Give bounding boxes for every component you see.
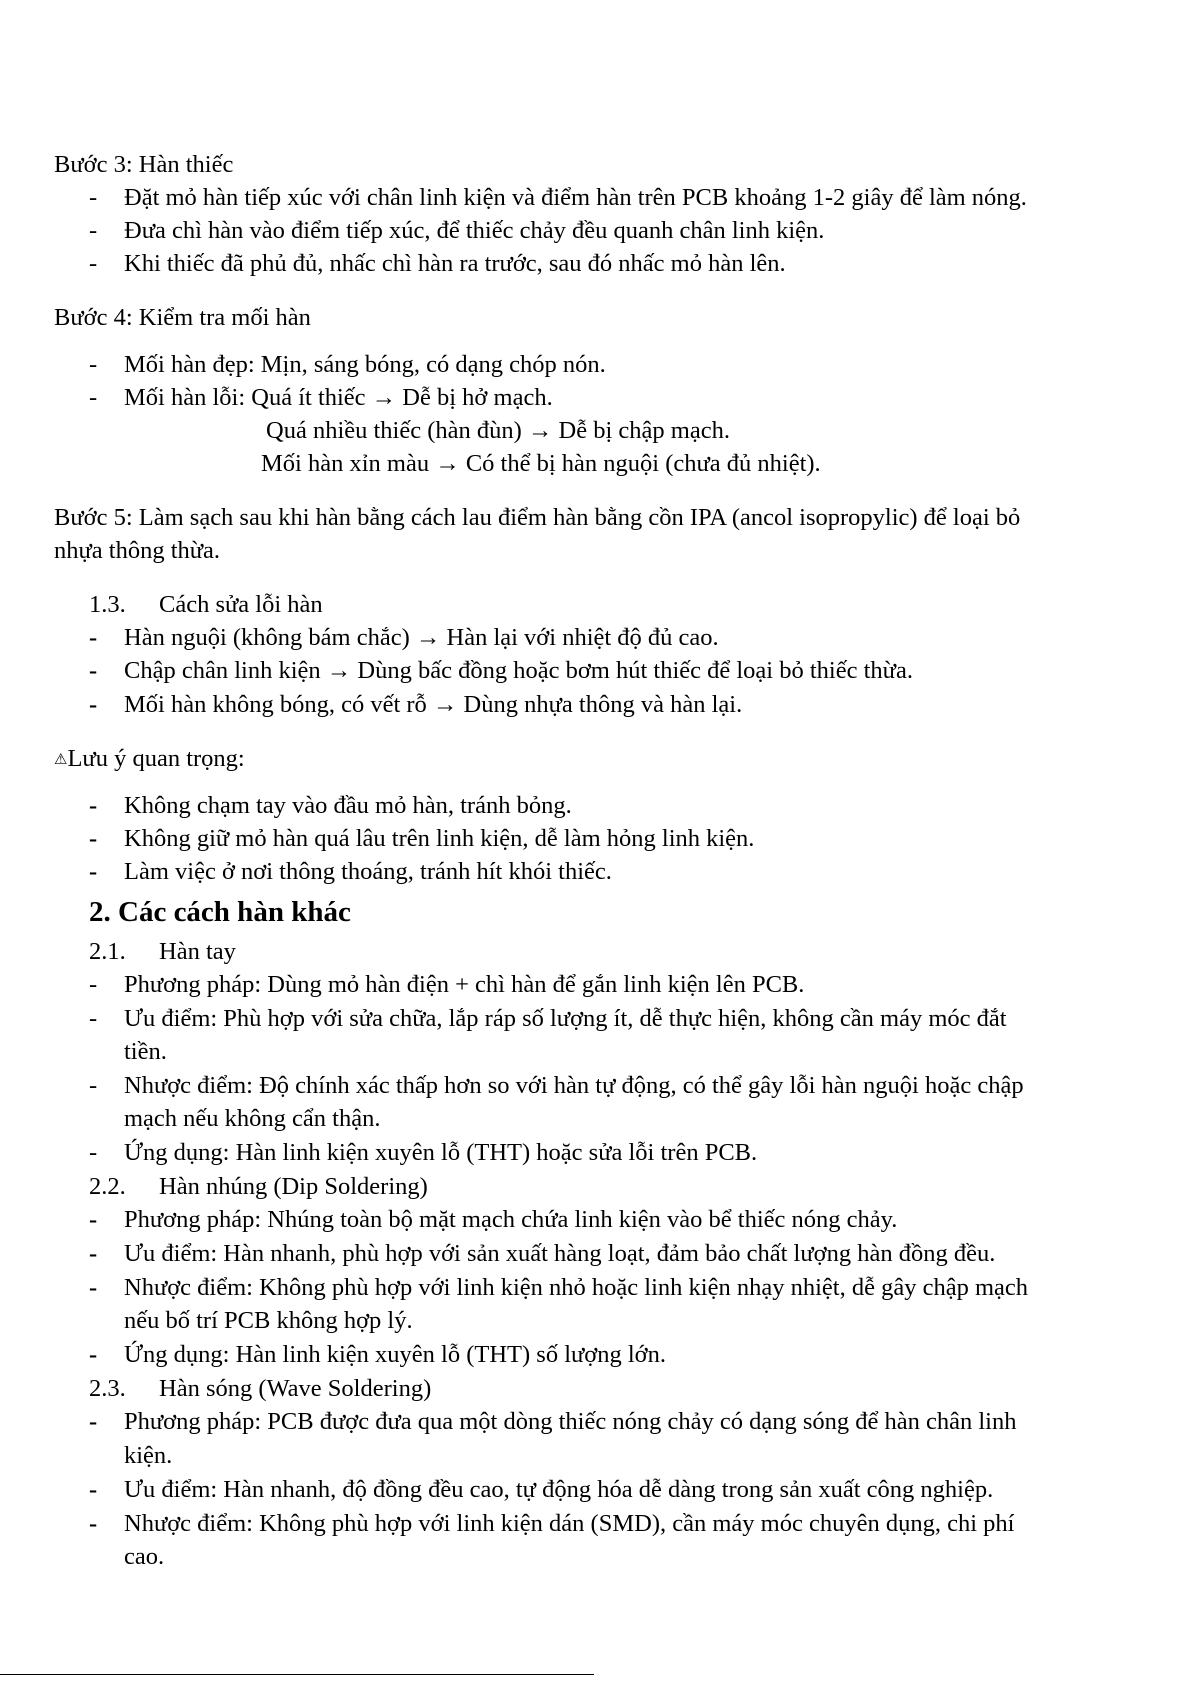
list-item: Không chạm tay vào đầu mỏ hàn, tránh bỏng.	[124, 792, 572, 819]
bullet-dash: -	[89, 1510, 98, 1537]
list-item: Làm việc ở nơi thông thoáng, tránh hít khói thiếc.	[124, 858, 612, 885]
list-item: Không giữ mỏ hàn quá lâu trên linh kiện, dễ làm hỏng linh kiện.	[124, 825, 755, 852]
bullet-dash: -	[89, 1240, 98, 1267]
step4-heading: Bước 4: Kiểm tra mối hàn	[54, 304, 311, 331]
list-item: Nhược điểm: Không phù hợp với linh kiện dán (SMD), cần máy móc chuyên dụng, chi phí	[124, 1510, 1015, 1537]
warning-icon: ⚠	[54, 752, 68, 768]
list-item: Ứng dụng: Hàn linh kiện xuyên lỗ (THT) hoặc sửa lỗi trên PCB.	[124, 1139, 758, 1166]
list-item: Ứng dụng: Hàn linh kiện xuyên lỗ (THT) số lượng lớn.	[124, 1341, 667, 1368]
section-1-3-number: 1.3.	[89, 591, 126, 618]
list-item: Ưu điểm: Hàn nhanh, độ đồng đều cao, tự động hóa dễ dàng trong sản xuất công nghiệp.	[124, 1476, 994, 1503]
list-item-continuation: Quá nhiều thiếc (hàn đùn) → Dễ bị chập mạch.	[266, 417, 730, 444]
section-2-3-title: Hàn sóng (Wave Soldering)	[159, 1375, 432, 1402]
list-item: Mối hàn không bóng, có vết rỗ → Dùng nhựa thông và hàn lại.	[124, 691, 743, 718]
list-item: Phương pháp: Dùng mỏ hàn điện + chì hàn để gắn linh kiện lên PCB.	[124, 971, 805, 998]
bullet-dash: -	[89, 1476, 98, 1503]
list-item: Đặt mỏ hàn tiếp xúc với chân linh kiện và điểm hàn trên PCB khoảng 1-2 giây để làm nóng.	[124, 184, 1027, 211]
list-item: Hàn nguội (không bám chắc) → Hàn lại với nhiệt độ đủ cao.	[124, 624, 719, 651]
list-item-continuation: mạch nếu không cẩn thận.	[124, 1105, 381, 1132]
section-2-3-number: 2.3.	[89, 1375, 126, 1402]
list-item: Đưa chì hàn vào điểm tiếp xúc, để thiếc chảy đều quanh chân linh kiện.	[124, 217, 825, 244]
step5-line-2: nhựa thông thừa.	[54, 537, 221, 564]
bullet-dash: -	[89, 657, 98, 684]
bullet-dash: -	[89, 351, 98, 378]
section-2-1-title: Hàn tay	[159, 938, 236, 965]
note-title: Lưu ý quan trọng:	[67, 745, 245, 772]
note-heading	[54, 747, 245, 772]
step5-line-1: Bước 5: Làm sạch sau khi hàn bằng cách lau điểm hàn bằng cồn IPA (ancol isopropylic) để loại bỏ	[54, 504, 1021, 531]
bullet-dash: -	[89, 691, 98, 718]
list-item: Ưu điểm: Hàn nhanh, phù hợp với sản xuất hàng loạt, đảm bảo chất lượng hàn đồng đều.	[124, 1240, 996, 1267]
section-2-2-title: Hàn nhúng (Dip Soldering)	[159, 1173, 428, 1200]
list-item-continuation: cao.	[124, 1543, 165, 1570]
list-item-continuation: tiền.	[124, 1038, 167, 1065]
bullet-dash: -	[89, 1072, 98, 1099]
list-item: Phương pháp: Nhúng toàn bộ mặt mạch chứa linh kiện vào bể thiếc nóng chảy.	[124, 1206, 898, 1233]
bullet-dash: -	[89, 825, 98, 852]
section-2-heading: 2. Các cách hàn khác	[89, 896, 351, 928]
bullet-dash: -	[89, 217, 98, 244]
footnote-divider	[0, 1674, 594, 1675]
bullet-dash: -	[89, 184, 98, 211]
bullet-dash: -	[89, 250, 98, 277]
bullet-dash: -	[89, 1408, 98, 1435]
section-1-3-title: Cách sửa lỗi hàn	[159, 591, 323, 618]
list-item-continuation: Mối hàn xỉn màu → Có thể bị hàn nguội (chưa đủ nhiệt).	[261, 450, 821, 477]
list-item: Phương pháp: PCB được đưa qua một dòng thiếc nóng chảy có dạng sóng để hàn chân linh	[124, 1408, 1017, 1435]
list-item: Nhược điểm: Không phù hợp với linh kiện nhỏ hoặc linh kiện nhạy nhiệt, dễ gây chập mạch	[124, 1274, 1029, 1301]
bullet-dash: -	[89, 1341, 98, 1368]
list-item: Mối hàn lỗi: Quá ít thiếc → Dễ bị hở mạch.	[124, 384, 553, 411]
step3-heading: Bước 3: Hàn thiếc	[54, 151, 234, 178]
list-item: Khi thiếc đã phủ đủ, nhấc chì hàn ra trước, sau đó nhấc mỏ hàn lên.	[124, 250, 786, 277]
list-item: Chập chân linh kiện → Dùng bấc đồng hoặc bơm hút thiếc để loại bỏ thiếc thừa.	[124, 657, 913, 684]
bullet-dash: -	[89, 792, 98, 819]
bullet-dash: -	[89, 624, 98, 651]
bullet-dash: -	[89, 1005, 98, 1032]
bullet-dash: -	[89, 1274, 98, 1301]
section-2-2-number: 2.2.	[89, 1173, 126, 1200]
list-item-continuation: kiện.	[124, 1442, 173, 1469]
bullet-dash: -	[89, 971, 98, 998]
list-item: Nhược điểm: Độ chính xác thấp hơn so với hàn tự động, có thể gây lỗi hàn nguội hoặc chập	[124, 1072, 1024, 1099]
bullet-dash: -	[89, 858, 98, 885]
bullet-dash: -	[89, 1139, 98, 1166]
list-item: Mối hàn đẹp: Mịn, sáng bóng, có dạng chóp nón.	[124, 351, 606, 378]
section-2-1-number: 2.1.	[89, 938, 126, 965]
list-item: Ưu điểm: Phù hợp với sửa chữa, lắp ráp số lượng ít, dễ thực hiện, không cần máy móc đắt	[124, 1005, 1007, 1032]
bullet-dash: -	[89, 1206, 98, 1233]
list-item-continuation: nếu bố trí PCB không hợp lý.	[124, 1307, 413, 1334]
bullet-dash: -	[89, 384, 98, 411]
